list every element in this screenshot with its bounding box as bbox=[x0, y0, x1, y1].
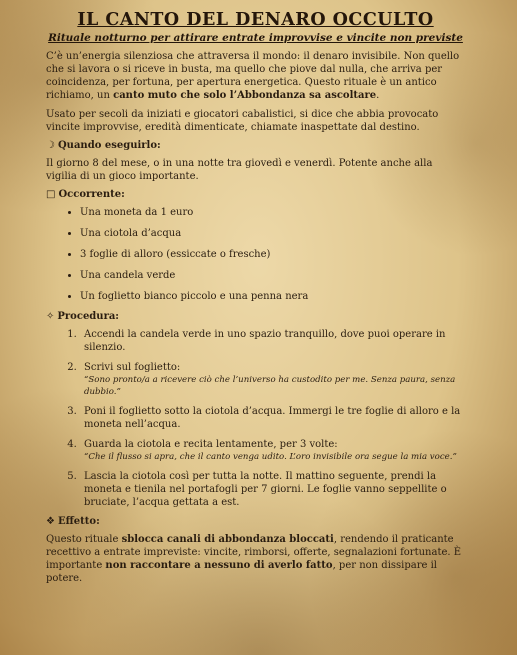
intro-paragraph-1 bbox=[46, 50, 465, 102]
procedure-heading-label: Procedura: bbox=[57, 311, 120, 322]
procedure-step bbox=[80, 361, 465, 398]
step-text: Scrivi sul foglietto: bbox=[84, 362, 181, 373]
intro-emphasis: canto muto che solo l’Abbondanza sa ascoltare bbox=[113, 90, 377, 101]
effect-emphasis-1: sblocca canali di abbondanza bloccati bbox=[121, 534, 334, 545]
step-quote: “Che il flusso si apra, che il canto venga udito. L’oro invisibile ora segue la mia voce.” bbox=[84, 452, 457, 462]
when-heading-label: Quando eseguirlo: bbox=[57, 140, 161, 151]
page-title: IL CANTO DEL DENARO OCCULTO bbox=[77, 10, 434, 30]
when-heading bbox=[46, 140, 465, 151]
needed-list bbox=[46, 206, 465, 303]
effect-heading bbox=[46, 516, 465, 527]
intro-text-a: C’è un’energia silenziosa che attraversa il mondo: il denaro invisibile. Non quello che si lavora o si riceve in busta, ma quello che piove dal nulla, che arriva per coincidenza, per fortuna, per apertura energetica. Questo rituale è un antico richiamo, un bbox=[46, 51, 460, 101]
list-item: • Un foglietto bianco piccolo e una penna nera bbox=[80, 290, 465, 303]
list-item: • 3 foglie di alloro (essiccate o fresche) bbox=[80, 248, 465, 261]
procedure-step bbox=[80, 405, 465, 431]
procedure-steps bbox=[46, 328, 465, 509]
list-item: • Una candela verde bbox=[80, 269, 465, 282]
effect-emphasis-2: non raccontare a nessuno di averlo fatto bbox=[105, 560, 333, 571]
step-quote: “Sono pronto/a a ricevere ciò che l’universo ha custodito per me. Senza paura, senza dubbio.” bbox=[84, 375, 456, 397]
list-item: • Una moneta da 1 euro bbox=[80, 206, 465, 219]
moon-icon: ☽ bbox=[46, 140, 55, 151]
page-subtitle: Rituale notturno per attirare entrate improvvise e vincite non previste bbox=[48, 32, 463, 44]
intro-paragraph-2: Usato per secoli da iniziati e giocatori cabalistici, si dice che abbia provocato vincite improvvise, eredità dimenticate, chiamate inaspettate dal destino. bbox=[46, 109, 439, 133]
sparkle-icon: ✧ bbox=[46, 311, 55, 322]
when-text: Il giorno 8 del mese, o in una notte tra giovedì e venerdì. Potente anche alla vigilia di un gioco importante. bbox=[46, 158, 433, 182]
effect-text-e: , per non dissipare il potere. bbox=[46, 560, 437, 584]
effect-heading-label: Effetto: bbox=[57, 516, 100, 527]
step-text: Lascia la ciotola così per tutta la notte. Il mattino seguente, prendi la moneta e tienila nel portafogli per 7 giorni. Le foglie vanno seppellite o bruciate, l’acqua gettata a est. bbox=[84, 471, 447, 508]
procedure-step bbox=[80, 470, 465, 509]
procedure-heading bbox=[46, 311, 465, 322]
step-text: Guarda la ciotola e recita lentamente, per 3 volte: bbox=[84, 439, 338, 450]
procedure-step bbox=[80, 328, 465, 354]
needed-heading-label: Occorrente: bbox=[58, 189, 125, 200]
intro-text-c: . bbox=[376, 90, 380, 101]
diamond-icon: ❖ bbox=[46, 516, 55, 527]
effect-text-a: Questo rituale bbox=[46, 534, 122, 545]
effect-text-c: , rendendo il praticante recettivo a entrate impreviste: vincite, rimborsi, offerte, segnalazioni fortunate. È importante bbox=[46, 534, 462, 571]
effect-text bbox=[46, 533, 465, 585]
step-text: Accendi la candela verde in uno spazio tranquillo, dove puoi operare in silenzio. bbox=[84, 329, 446, 353]
list-item: • Una ciotola d’acqua bbox=[80, 227, 465, 240]
needed-heading bbox=[46, 189, 465, 200]
box-icon: □ bbox=[46, 189, 56, 200]
step-text: Poni il foglietto sotto la ciotola d’acqua. Immergi le tre foglie di alloro e la moneta nell’acqua. bbox=[84, 406, 461, 430]
procedure-step bbox=[80, 438, 465, 463]
